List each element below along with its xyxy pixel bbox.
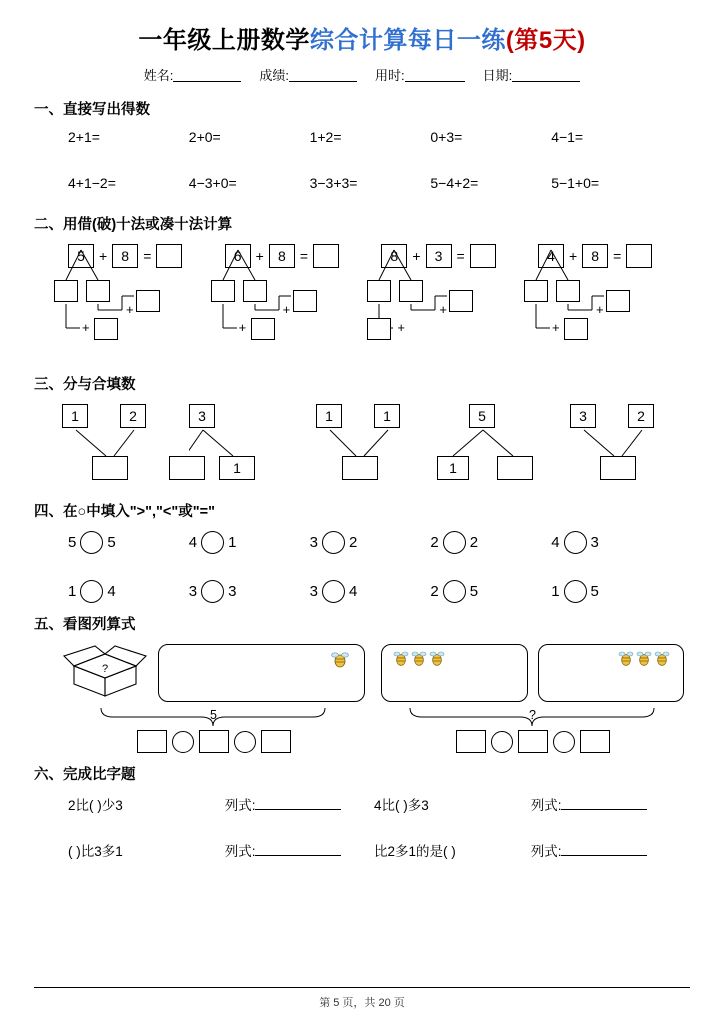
compare-item bbox=[430, 531, 551, 554]
compare-left: 4 bbox=[551, 534, 560, 551]
section-2-heading: 二、用借(破)十法或凑十法计算 bbox=[34, 217, 233, 233]
compare-item bbox=[310, 531, 431, 554]
item-group-box bbox=[158, 644, 365, 702]
problem[interactable]: 4+1−2= bbox=[68, 175, 116, 191]
compare-item bbox=[551, 531, 672, 554]
equals-sign: = bbox=[456, 248, 465, 264]
compare-circle[interactable] bbox=[322, 580, 345, 603]
equals-sign: = bbox=[299, 248, 309, 264]
decomp-box-right[interactable] bbox=[86, 280, 110, 302]
time-label: 用时: bbox=[375, 68, 405, 83]
section-3-heading: 三、分与合填数 bbox=[34, 377, 136, 393]
problem[interactable]: 2+0= bbox=[188, 129, 221, 145]
compare-right: 5 bbox=[469, 583, 479, 600]
bond-bottom-right[interactable]: 1 bbox=[219, 456, 255, 480]
brace-label: 5 bbox=[210, 708, 217, 722]
footer-divider bbox=[34, 987, 690, 988]
name-label: 姓名: bbox=[143, 68, 174, 83]
compare-circle[interactable] bbox=[443, 580, 466, 603]
answer-label: 列式: bbox=[224, 844, 256, 859]
section-5-problems bbox=[34, 644, 690, 753]
page-number: 第 5 页，共 20 页 bbox=[319, 997, 405, 1009]
compare-right: 3 bbox=[590, 534, 599, 551]
compare-circle[interactable] bbox=[201, 531, 224, 554]
problem[interactable]: 1+2= bbox=[309, 129, 342, 145]
brace-label: ? bbox=[529, 708, 536, 722]
plus-sign: + bbox=[255, 248, 264, 264]
compare-left: 1 bbox=[68, 583, 77, 600]
section-6-heading: 六、完成比字题 bbox=[34, 767, 136, 783]
answer-box[interactable] bbox=[199, 730, 229, 753]
compare-left: 3 bbox=[309, 583, 318, 600]
problem[interactable]: 4−1= bbox=[551, 129, 584, 145]
decomp-box-left[interactable] bbox=[211, 280, 235, 302]
decomp-box-left[interactable] bbox=[54, 280, 78, 302]
answer-label: 列式: bbox=[224, 798, 256, 813]
problem[interactable]: 0+3= bbox=[430, 129, 463, 145]
plus-sign: + bbox=[99, 248, 108, 264]
compare-left: 2 bbox=[430, 534, 439, 551]
bond-top-right[interactable]: 1 bbox=[374, 404, 400, 428]
answer-label: 列式: bbox=[530, 798, 562, 813]
number-bond bbox=[189, 404, 299, 494]
compare-item bbox=[68, 580, 189, 603]
decomp-box-sum[interactable] bbox=[606, 290, 630, 312]
plus-sign: + bbox=[595, 302, 604, 317]
decomposition-item bbox=[62, 244, 212, 369]
answer-box[interactable] bbox=[580, 730, 610, 753]
compare-left: 1 bbox=[551, 583, 560, 600]
score-field bbox=[259, 65, 357, 84]
compare-item bbox=[68, 531, 189, 554]
plus-sign: + bbox=[568, 248, 578, 264]
addend-a: 8 bbox=[381, 244, 407, 268]
decomp-box-total[interactable] bbox=[94, 318, 118, 340]
operator-circle[interactable] bbox=[234, 731, 256, 753]
problem[interactable]: 5−1+0= bbox=[551, 175, 600, 191]
problem[interactable]: 2+1= bbox=[68, 129, 100, 145]
title-part-grade: 一年级上册数学 bbox=[138, 27, 310, 54]
plus-sign: + bbox=[126, 302, 134, 317]
plus-sign: + bbox=[238, 320, 247, 335]
addend-b: 3 bbox=[426, 244, 452, 268]
answer-line[interactable] bbox=[255, 797, 341, 810]
addend-a: 6 bbox=[225, 244, 251, 268]
answer-line[interactable] bbox=[561, 797, 647, 810]
plus-sign: + bbox=[439, 302, 447, 317]
section-4-heading: 四、在○中填入">","<"或"=" bbox=[34, 504, 215, 520]
answer-line[interactable] bbox=[561, 843, 647, 856]
compare-left: 3 bbox=[188, 583, 198, 600]
bee-icon bbox=[330, 649, 350, 669]
score-input[interactable] bbox=[289, 69, 357, 82]
compare-circle[interactable] bbox=[443, 531, 466, 554]
answer-box[interactable] bbox=[518, 730, 548, 753]
decomp-box-left[interactable] bbox=[524, 280, 548, 302]
answer-box[interactable] bbox=[456, 730, 486, 753]
addend-b: 8 bbox=[112, 244, 138, 268]
bond-bottom[interactable] bbox=[342, 456, 378, 480]
bond-top-left[interactable]: 3 bbox=[189, 404, 215, 428]
addend-a: 5 bbox=[68, 244, 94, 268]
answer-label: 列式: bbox=[530, 844, 562, 859]
score-label: 成绩: bbox=[259, 68, 289, 83]
decomp-box-right[interactable] bbox=[399, 280, 423, 302]
plus-sign: + bbox=[551, 320, 560, 335]
bond-top-right[interactable]: 2 bbox=[628, 404, 654, 428]
date-field bbox=[483, 65, 581, 84]
answer-box[interactable] bbox=[261, 730, 291, 753]
compare-right: 1 bbox=[228, 534, 237, 551]
answer-row bbox=[381, 730, 684, 753]
bond-top-left[interactable]: 1 bbox=[62, 404, 88, 428]
title-part-topic: 综合计算每日一练 bbox=[309, 27, 506, 54]
answer-box[interactable] bbox=[137, 730, 167, 753]
section-3-problems bbox=[34, 404, 690, 494]
compare-circle[interactable] bbox=[201, 580, 224, 603]
compare-right: 3 bbox=[228, 583, 237, 600]
section-1-heading: 一、直接写出得数 bbox=[34, 102, 150, 118]
section-6-problems bbox=[34, 794, 690, 860]
bond-top-left[interactable]: 3 bbox=[570, 404, 596, 428]
compare-right: 5 bbox=[590, 583, 599, 600]
decomp-box-right[interactable] bbox=[556, 280, 580, 302]
decomp-box-sum[interactable] bbox=[136, 290, 160, 312]
problem[interactable]: 5−4+2= bbox=[430, 175, 479, 191]
answer-field bbox=[225, 840, 374, 860]
decomp-box-total[interactable] bbox=[367, 318, 391, 340]
page-title bbox=[34, 20, 690, 55]
compare-circle[interactable] bbox=[564, 580, 587, 603]
section-1-problems bbox=[34, 129, 690, 191]
number-bond bbox=[570, 404, 680, 494]
section-2-problems bbox=[34, 244, 690, 369]
number-bond bbox=[316, 404, 426, 494]
compare-right: 5 bbox=[107, 534, 116, 551]
bond-bottom-right[interactable] bbox=[497, 456, 533, 480]
decomp-box-sum[interactable] bbox=[449, 290, 473, 312]
compare-item bbox=[189, 531, 310, 554]
item-group-box-right bbox=[538, 644, 685, 702]
name-input[interactable] bbox=[173, 69, 241, 82]
addend-a: 4 bbox=[538, 244, 564, 268]
operator-circle[interactable] bbox=[553, 731, 575, 753]
problem[interactable]: 4−3+0= bbox=[188, 175, 237, 191]
word-problem[interactable]: ( )比3多1 bbox=[68, 844, 123, 859]
compare-left: 5 bbox=[68, 534, 77, 551]
bond-bottom-left[interactable] bbox=[169, 456, 205, 480]
compare-circle[interactable] bbox=[80, 531, 103, 554]
decomp-box-sum[interactable] bbox=[293, 290, 317, 312]
word-problem[interactable]: 比2多1的是( ) bbox=[374, 844, 456, 859]
bond-bottom[interactable] bbox=[600, 456, 636, 480]
picture-problem-right bbox=[381, 644, 684, 753]
word-problem[interactable]: 2比( )少3 bbox=[68, 798, 123, 813]
number-bond bbox=[443, 404, 553, 494]
compare-item bbox=[551, 580, 672, 603]
page-footer bbox=[34, 987, 690, 1010]
compare-right: 4 bbox=[107, 583, 116, 600]
addend-b: 8 bbox=[269, 244, 295, 268]
compare-circle[interactable] bbox=[564, 531, 587, 554]
bond-bottom-left[interactable]: 1 bbox=[437, 456, 469, 480]
compare-item bbox=[189, 580, 310, 603]
decomposition-item bbox=[219, 244, 369, 369]
bond-bottom[interactable] bbox=[92, 456, 128, 480]
section-5-heading: 五、看图列算式 bbox=[34, 617, 136, 633]
operator-circle[interactable] bbox=[491, 731, 513, 753]
compare-circle[interactable] bbox=[80, 580, 103, 603]
decomp-box-total[interactable] bbox=[564, 318, 588, 340]
student-info-row bbox=[34, 65, 690, 84]
plus-sign: + bbox=[412, 248, 421, 264]
answer-field bbox=[225, 794, 374, 814]
bee-icon-group bbox=[392, 648, 448, 668]
item-group-box-left bbox=[381, 644, 528, 702]
operator-circle[interactable] bbox=[172, 731, 194, 753]
equals-sign: = bbox=[143, 248, 152, 264]
answer-row bbox=[62, 730, 365, 753]
svg-text:?: ? bbox=[102, 663, 109, 675]
compare-right: 2 bbox=[469, 534, 479, 551]
name-field bbox=[144, 65, 242, 84]
answer-field bbox=[531, 840, 680, 860]
brace-right bbox=[381, 706, 684, 728]
decomp-box-left[interactable] bbox=[367, 280, 391, 302]
decomp-box-right[interactable] bbox=[243, 280, 267, 302]
compare-left: 4 bbox=[188, 534, 198, 551]
compare-right: 2 bbox=[348, 534, 358, 551]
compare-item bbox=[430, 580, 551, 603]
bee-icon-group bbox=[617, 648, 673, 668]
decomposition-item bbox=[532, 244, 682, 369]
answer-field bbox=[531, 794, 680, 814]
date-label: 日期: bbox=[482, 68, 513, 83]
compare-left: 3 bbox=[309, 534, 318, 551]
compare-item bbox=[310, 580, 431, 603]
brace-left bbox=[62, 706, 365, 728]
compare-circle[interactable] bbox=[322, 531, 345, 554]
bond-top-right[interactable]: 2 bbox=[120, 404, 146, 428]
plus-sign: + bbox=[282, 302, 291, 317]
equals-sign: = bbox=[613, 248, 622, 264]
problem[interactable]: 3−3+3= bbox=[309, 175, 358, 191]
open-box-icon bbox=[62, 644, 148, 704]
compare-right: 4 bbox=[348, 583, 358, 600]
decomposition-item bbox=[375, 244, 525, 369]
picture-problem-left bbox=[62, 644, 365, 753]
number-bond bbox=[62, 404, 172, 494]
answer-line[interactable] bbox=[255, 843, 341, 856]
bond-top-left[interactable]: 1 bbox=[316, 404, 342, 428]
plus-sign: + bbox=[82, 320, 90, 335]
decomp-box-total[interactable] bbox=[251, 318, 275, 340]
plus-sign: + bbox=[397, 320, 405, 335]
time-field bbox=[375, 65, 465, 84]
date-input[interactable] bbox=[512, 69, 580, 82]
addend-b: 8 bbox=[582, 244, 608, 268]
bond-top[interactable]: 5 bbox=[469, 404, 495, 428]
compare-left: 2 bbox=[430, 583, 439, 600]
title-part-day: (第5天) bbox=[505, 27, 586, 54]
bond-lines bbox=[443, 404, 553, 494]
section-4-problems bbox=[34, 531, 690, 603]
time-input[interactable] bbox=[405, 69, 465, 82]
word-problem[interactable]: 4比( )多3 bbox=[374, 798, 429, 813]
